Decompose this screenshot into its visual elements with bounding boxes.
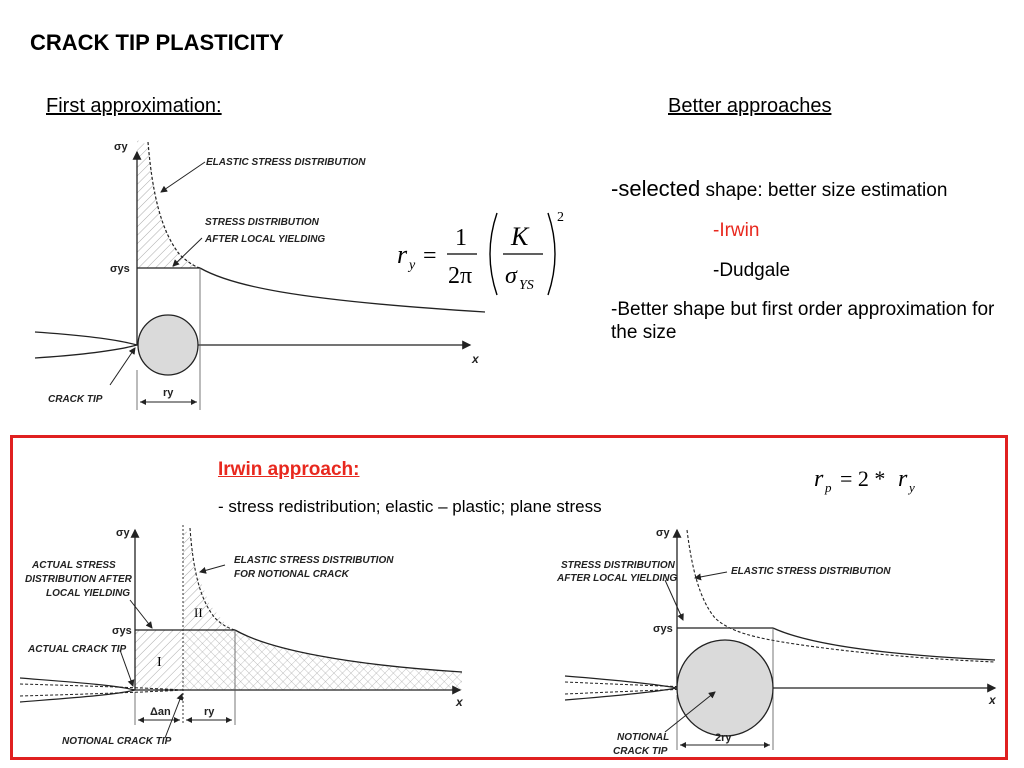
sigma-ys-label: σys — [110, 263, 130, 275]
region-I-label: I — [157, 655, 162, 670]
svg-text:K: K — [511, 222, 529, 251]
after-label-1: STRESS DISTRIBUTION — [205, 217, 319, 228]
notional-tip-label: NOTIONAL CRACK TIP — [62, 736, 172, 747]
sigma-y-label: σy — [116, 527, 130, 539]
actual-label-3: LOCAL YIELDING — [46, 588, 131, 599]
svg-text:= 2 *: = 2 * — [840, 466, 886, 491]
plastic-zone — [677, 640, 773, 736]
sigma-y-label: σy — [114, 141, 128, 153]
formula-ry — [393, 205, 573, 300]
elastic-label: ELASTIC STRESS DISTRIBUTION — [731, 566, 891, 577]
bullet-dudgale: -Dudgale — [713, 259, 791, 281]
svg-text:r: r — [814, 466, 824, 492]
actual-label-2: DISTRIBUTION AFTER — [25, 574, 132, 585]
actual-label-1: ACTUAL STRESS — [32, 560, 116, 571]
irwin-title: Irwin approach: — [218, 459, 360, 480]
svg-text:r: r — [397, 240, 408, 269]
irwin-note: - stress redistribution; elastic – plastic; plane stress — [218, 497, 602, 516]
actual-tip-label: ACTUAL CRACK TIP — [28, 644, 127, 655]
figure-irwin-plastic-zone — [555, 520, 1000, 755]
svg-text:p: p — [825, 480, 832, 495]
notional-label-1: NOTIONAL — [617, 732, 670, 743]
svg-text:2π: 2π — [448, 263, 473, 289]
svg-text:1: 1 — [455, 225, 467, 251]
svg-text:σ: σ — [505, 263, 517, 289]
svg-text:y: y — [409, 258, 416, 273]
yielded-curve — [773, 628, 995, 660]
leader-elastic — [161, 162, 205, 192]
better-approaches-heading: Better approaches — [668, 95, 832, 117]
ry-label: ry — [204, 706, 215, 718]
svg-text:=: = — [423, 243, 437, 269]
formula-rp — [812, 460, 932, 500]
region-crosshatch — [183, 630, 462, 690]
leader-crack-tip — [110, 348, 135, 385]
svg-text:r: r — [898, 466, 908, 492]
plastic-zone — [138, 315, 198, 375]
two-ry-label: 2ry — [715, 732, 732, 744]
x-label: x — [456, 695, 463, 709]
elastic-notional-label-2: FOR NOTIONAL CRACK — [234, 569, 349, 580]
after-label-1: STRESS DISTRIBUTION — [561, 560, 675, 571]
x-label: x — [989, 693, 996, 707]
svg-text:y: y — [909, 480, 915, 495]
svg-text:2: 2 — [557, 210, 564, 225]
region-II-label: II — [194, 605, 203, 620]
svg-text:YS: YS — [519, 278, 534, 293]
first-approximation-heading: First approximation: — [46, 95, 222, 117]
bullet-selected: -selected shape: better size estimation — [611, 176, 948, 201]
crack-tip-label: CRACK TIP — [48, 394, 103, 405]
bullet-better-shape: -Better shape but first order approximation for the size — [611, 299, 995, 344]
bullet-irwin: -Irwin — [713, 219, 760, 241]
slide-title: CRACK TIP PLASTICITY — [30, 30, 284, 55]
ry-label: ry — [163, 387, 174, 399]
crack-flank-lower — [35, 345, 137, 358]
notional-label-2: CRACK TIP — [613, 746, 668, 755]
sigma-ys-label: σys — [653, 623, 673, 635]
elastic-label: ELASTIC STRESS DISTRIBUTION — [206, 157, 366, 168]
sigma-y-label: σy — [656, 527, 670, 539]
crack-flank-upper — [35, 332, 137, 345]
sigma-ys-label: σys — [112, 625, 132, 637]
figure-irwin-redistribution — [20, 520, 480, 755]
after-label-2: AFTER LOCAL YIELDING — [205, 234, 326, 245]
elastic-notional-label-1: ELASTIC STRESS DISTRIBUTION — [234, 555, 394, 566]
approaches-list — [611, 176, 1021, 362]
x-label: x — [472, 352, 479, 366]
delta-a-label: Δan — [150, 706, 171, 718]
after-label-2: AFTER LOCAL YIELDING — [557, 573, 678, 584]
